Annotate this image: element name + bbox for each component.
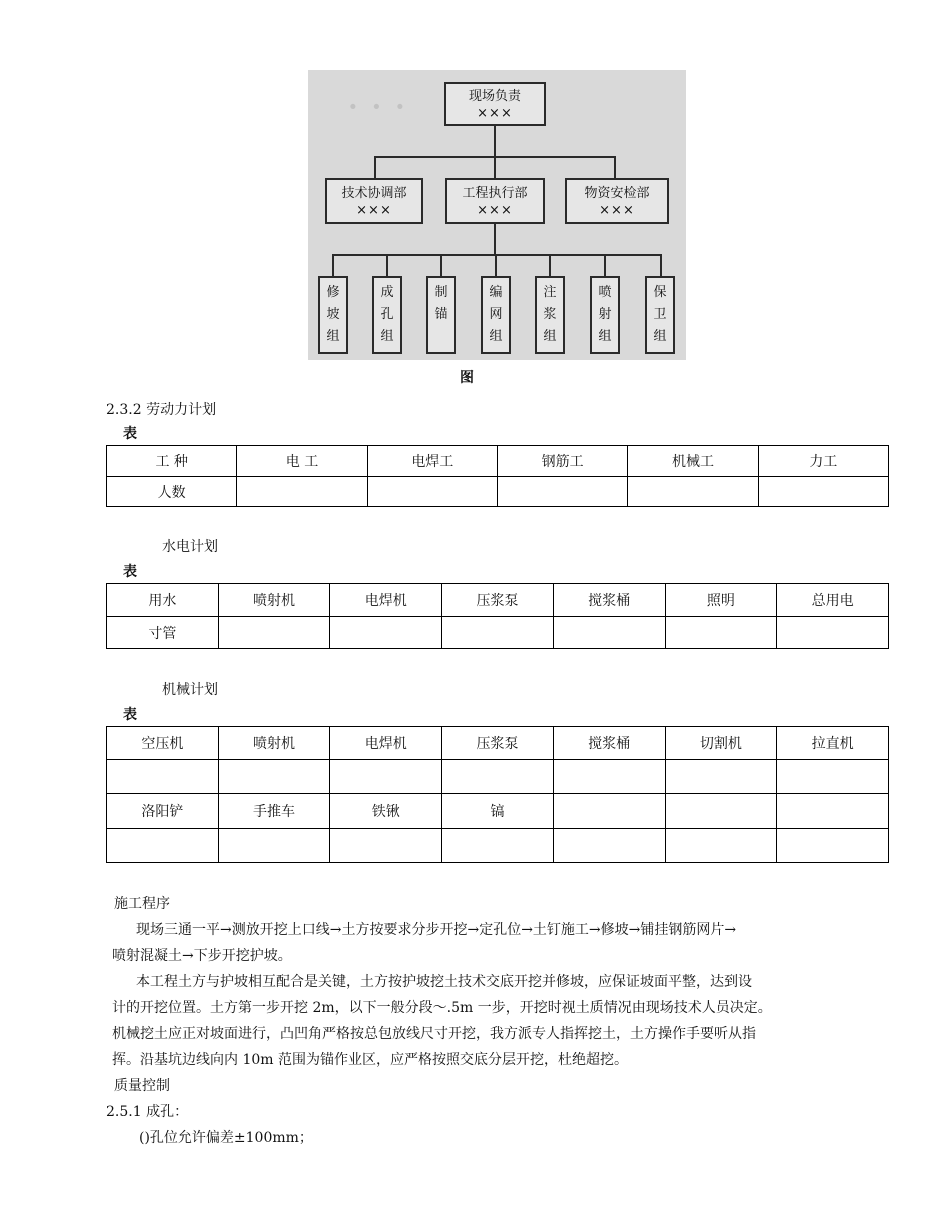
water-heading: 水电计划 bbox=[162, 539, 218, 555]
table-header-cell: 电 工 bbox=[237, 446, 367, 477]
group-label: 注浆组 bbox=[543, 285, 557, 344]
machine-table bbox=[106, 726, 889, 863]
table-cell bbox=[497, 477, 627, 507]
table-cell bbox=[330, 829, 442, 863]
water-table bbox=[106, 583, 889, 649]
connector-line bbox=[332, 254, 334, 276]
table-header-cell: 力工 bbox=[758, 446, 888, 477]
table-cell: 喷射机 bbox=[218, 727, 330, 760]
table-cell bbox=[442, 617, 554, 649]
group-label: 保卫组 bbox=[653, 285, 667, 344]
connector-line bbox=[374, 156, 376, 178]
table-cell bbox=[758, 477, 888, 507]
org-group-box bbox=[426, 276, 456, 354]
machine-heading: 机械计划 bbox=[162, 682, 218, 698]
table-row bbox=[107, 727, 889, 760]
table-header-cell: 喷射机 bbox=[218, 584, 330, 617]
table-cell bbox=[330, 617, 442, 649]
org-group-box bbox=[481, 276, 511, 354]
table-header-cell: 总用电 bbox=[777, 584, 889, 617]
table-cell bbox=[553, 760, 665, 794]
group-label: 编网组 bbox=[489, 285, 503, 344]
connector-line bbox=[495, 254, 497, 276]
procedure-paragraph-line: 机械挖土应正对坡面进行，凸凹角严格按总包放线尺寸开挖，我方派专人指挥挖土，土方操作手要听从指 bbox=[112, 1026, 756, 1042]
table-cell bbox=[777, 617, 889, 649]
table-cell bbox=[330, 760, 442, 794]
connector-line bbox=[549, 254, 551, 276]
table-row bbox=[107, 446, 889, 477]
table-cell bbox=[665, 617, 777, 649]
table-cell bbox=[553, 829, 665, 863]
labor-table bbox=[106, 445, 889, 507]
table-cell: 切割机 bbox=[665, 727, 777, 760]
quality-subheading: 2.5.1 成孔： bbox=[106, 1104, 189, 1120]
table-header-cell: 机械工 bbox=[628, 446, 758, 477]
table-row bbox=[107, 760, 889, 794]
table-cell: 洛阳铲 bbox=[107, 794, 219, 829]
org-group-box bbox=[372, 276, 402, 354]
procedure-heading: 施工程序 bbox=[114, 896, 170, 912]
table-cell bbox=[777, 829, 889, 863]
org-department-box bbox=[445, 178, 545, 224]
department-mark: ××× bbox=[599, 203, 635, 218]
department-name: 工程执行部 bbox=[462, 186, 528, 201]
connector-line bbox=[494, 124, 496, 156]
group-label: 修坡组 bbox=[326, 285, 340, 344]
procedure-paragraph-line: 计的开挖位置。土方第一步开挖 2m，以下一般分段～.5m 一步，开挖时视土质情况由现场技术人员决定。 bbox=[112, 1000, 772, 1016]
table-cell bbox=[218, 829, 330, 863]
table-cell bbox=[442, 829, 554, 863]
labor-heading: 2.3.2 劳动力计划 bbox=[106, 402, 217, 418]
table-header-cell: 工 种 bbox=[107, 446, 237, 477]
procedure-paragraph-line: 本工程土方与护坡相互配合是关键，土方按护坡挖土技术交底开挖并修坡，应保证坡面平整，达到设 bbox=[136, 974, 752, 990]
table-cell: 人数 bbox=[107, 477, 237, 507]
table-header-cell: 用水 bbox=[107, 584, 219, 617]
connector-line bbox=[332, 254, 662, 256]
table-cell bbox=[553, 794, 665, 829]
table-cell bbox=[107, 760, 219, 794]
table-header-cell: 电焊机 bbox=[330, 584, 442, 617]
water-table-label: 表 bbox=[123, 564, 137, 580]
table-row bbox=[107, 584, 889, 617]
table-cell: 电焊机 bbox=[330, 727, 442, 760]
org-top-box bbox=[444, 82, 546, 126]
org-group-box bbox=[590, 276, 620, 354]
table-header-cell: 钢筋工 bbox=[497, 446, 627, 477]
table-cell bbox=[218, 617, 330, 649]
department-mark: ××× bbox=[477, 203, 513, 218]
group-label: 制锚 bbox=[434, 285, 448, 322]
figure-caption: 图 bbox=[460, 370, 474, 386]
connector-line bbox=[494, 156, 496, 178]
table-row bbox=[107, 617, 889, 649]
org-group-box bbox=[535, 276, 565, 354]
connector-line bbox=[494, 224, 496, 254]
table-cell bbox=[107, 829, 219, 863]
procedure-paragraph-line: 挥。沿基坑边线向内 10m 范围为锚作业区，应严格按照交底分层开挖，杜绝超挖。 bbox=[112, 1052, 628, 1068]
procedure-paragraph-line: 喷射混凝土→下步开挖护坡。 bbox=[112, 948, 292, 964]
table-cell bbox=[777, 794, 889, 829]
table-row bbox=[107, 794, 889, 829]
table-cell bbox=[553, 617, 665, 649]
group-label: 成孔组 bbox=[380, 285, 394, 344]
quality-item: ()孔位允许偏差±100mm； bbox=[139, 1130, 313, 1146]
table-cell: 拉直机 bbox=[777, 727, 889, 760]
procedure-paragraph-line: 现场三通一平→测放开挖上口线→土方按要求分步开挖→定孔位→土钉施工→修坡→铺挂钢筋网片→ bbox=[136, 922, 737, 938]
machine-table-label: 表 bbox=[123, 707, 137, 723]
table-row bbox=[107, 829, 889, 863]
table-cell bbox=[367, 477, 497, 507]
table-cell: 镐 bbox=[442, 794, 554, 829]
table-row bbox=[107, 477, 889, 507]
table-cell: 压浆泵 bbox=[442, 727, 554, 760]
org-top-name: 现场负责 bbox=[468, 89, 521, 104]
table-cell bbox=[777, 760, 889, 794]
connector-line bbox=[440, 254, 442, 276]
table-cell: 铁锹 bbox=[330, 794, 442, 829]
connector-line bbox=[614, 156, 616, 178]
group-label: 喷射组 bbox=[598, 285, 612, 344]
org-department-box bbox=[565, 178, 669, 224]
org-department-box bbox=[325, 178, 423, 224]
connector-line bbox=[660, 254, 662, 276]
org-group-box bbox=[318, 276, 348, 354]
table-cell bbox=[665, 760, 777, 794]
table-cell: 空压机 bbox=[107, 727, 219, 760]
watermark-text: · · · bbox=[348, 90, 407, 123]
table-cell bbox=[442, 760, 554, 794]
org-group-box bbox=[645, 276, 675, 354]
quality-heading: 质量控制 bbox=[114, 1078, 170, 1094]
org-chart-image bbox=[308, 70, 686, 360]
table-header-cell: 搅浆桶 bbox=[553, 584, 665, 617]
table-cell bbox=[218, 760, 330, 794]
department-mark: ××× bbox=[356, 203, 392, 218]
connector-line bbox=[604, 254, 606, 276]
table-cell bbox=[665, 794, 777, 829]
org-top-mark: ××× bbox=[477, 106, 513, 121]
connector-line bbox=[386, 254, 388, 276]
table-header-cell: 压浆泵 bbox=[442, 584, 554, 617]
table-cell: 搅浆桶 bbox=[553, 727, 665, 760]
labor-table-label: 表 bbox=[123, 426, 137, 442]
table-cell bbox=[628, 477, 758, 507]
table-cell bbox=[237, 477, 367, 507]
table-header-cell: 电焊工 bbox=[367, 446, 497, 477]
table-header-cell: 照明 bbox=[665, 584, 777, 617]
department-name: 物资安检部 bbox=[584, 186, 650, 201]
table-cell: 手推车 bbox=[218, 794, 330, 829]
table-cell: 寸管 bbox=[107, 617, 219, 649]
table-cell bbox=[665, 829, 777, 863]
department-name: 技术协调部 bbox=[341, 186, 407, 201]
